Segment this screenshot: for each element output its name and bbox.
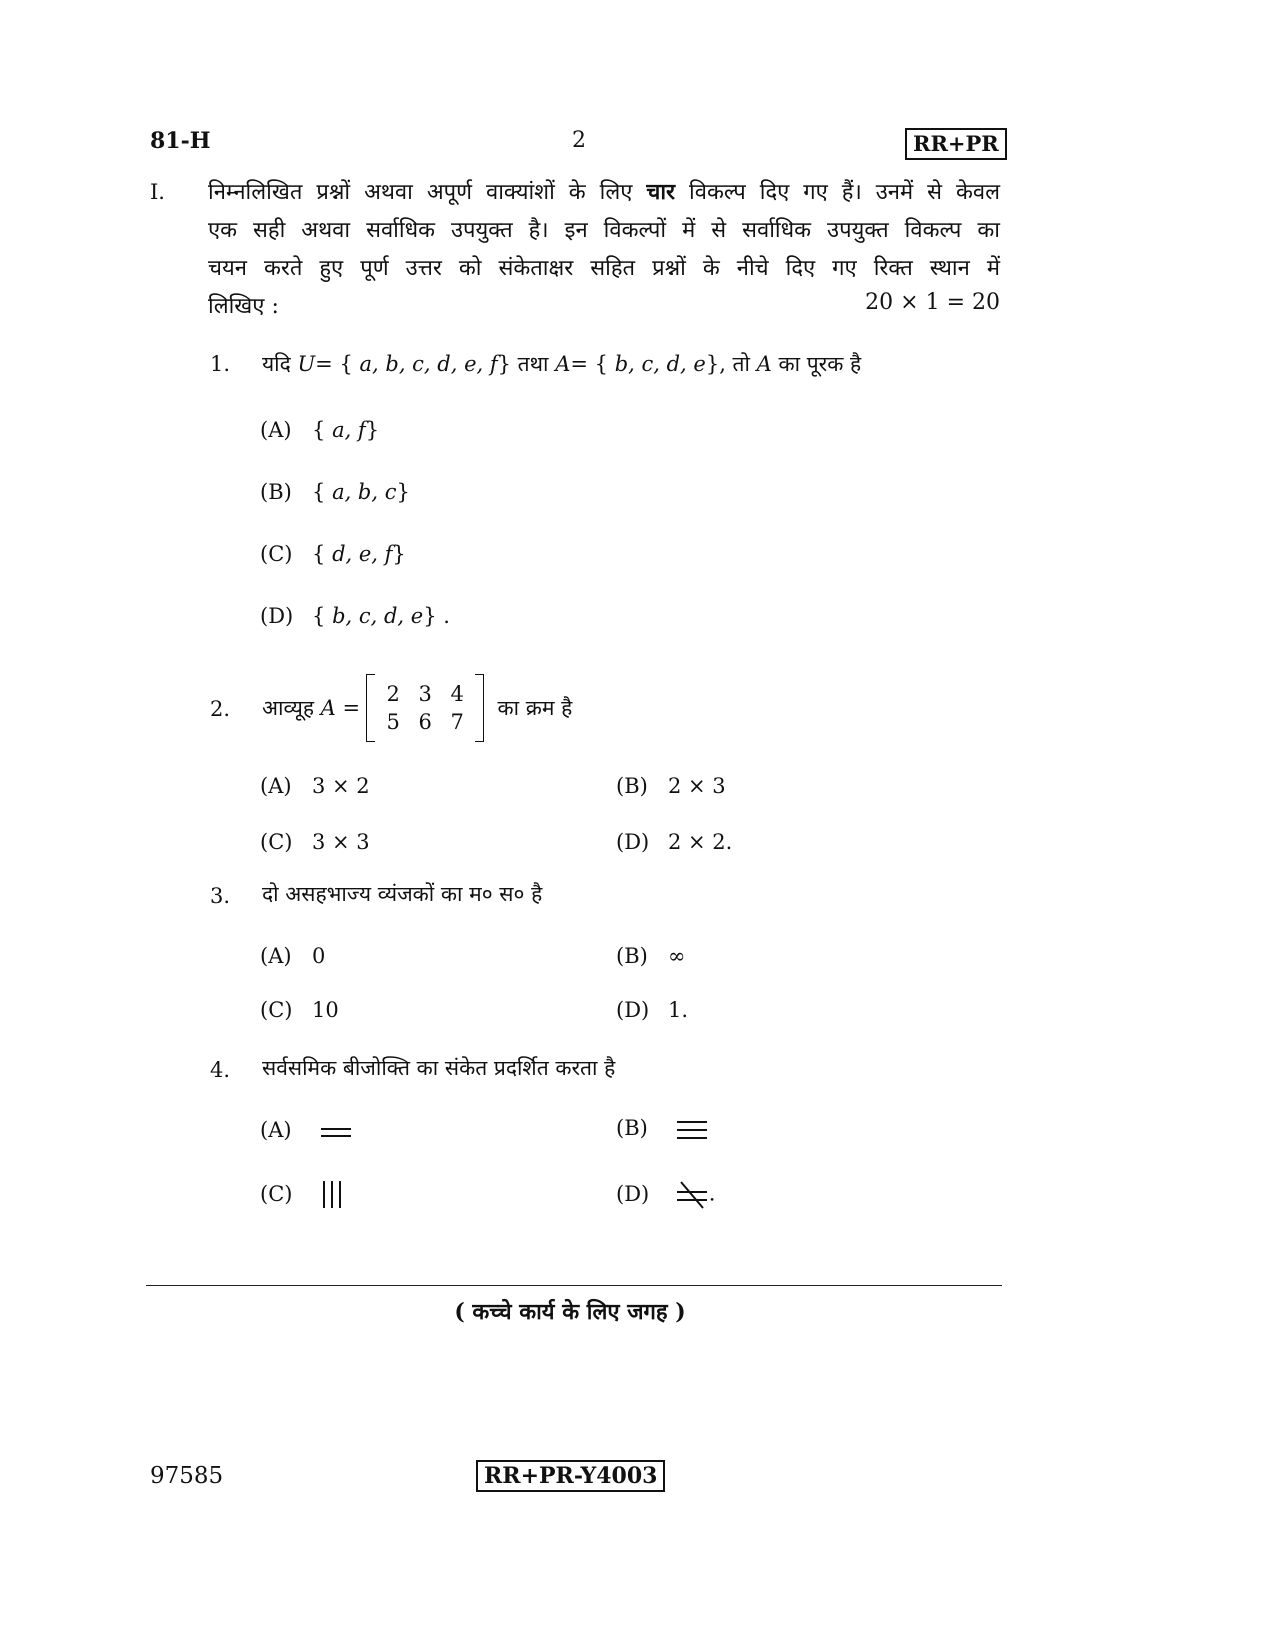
option-value: 10 — [312, 998, 339, 1022]
divider-line — [146, 1285, 1002, 1286]
question-number: 2. — [210, 697, 231, 721]
instruction-text: निम्नलिखित प्रश्नों अथवा अपूर्ण वाक्यांशों के लिए — [208, 180, 633, 205]
option-c — [260, 998, 339, 1022]
option-value: d, e, f — [332, 542, 393, 566]
marks-allocation: 20 × 1 = 20 — [865, 290, 1000, 315]
option-label: (C) — [260, 542, 293, 566]
option-label: (A) — [260, 418, 292, 442]
question-text: दो असहभाज्य व्यंजकों का म० स० है — [262, 882, 543, 906]
question-number: 3. — [210, 884, 231, 908]
matrix-cell: 5 — [386, 710, 400, 734]
matrix-cell: 4 — [450, 682, 464, 706]
set-code-box: RR+PR — [905, 128, 1007, 160]
brace: { — [312, 480, 326, 504]
option-a — [260, 1118, 353, 1143]
option-label: (B) — [260, 480, 292, 504]
option-label: (D) — [616, 998, 650, 1022]
period: . — [708, 1181, 716, 1206]
not-equal-icon — [675, 1180, 709, 1210]
option-c — [260, 1180, 345, 1210]
option-value: 1. — [668, 998, 689, 1022]
instruction-text: लिखिए : — [208, 294, 279, 319]
option-a — [260, 418, 379, 442]
option-value: ∞ — [668, 944, 686, 968]
matrix-cell: 6 — [418, 710, 432, 734]
double-line-icon — [319, 1121, 353, 1143]
option-label: (A) — [260, 944, 292, 968]
brace: } — [365, 418, 380, 442]
option-value: 3 × 3 — [312, 830, 370, 854]
q-set: b, c, d, e — [614, 352, 706, 376]
q-set: a, b, c, d, e, f — [359, 352, 498, 376]
option-label: (C) — [260, 830, 293, 854]
triple-bar-icon — [675, 1118, 709, 1142]
option-label: (B) — [616, 944, 648, 968]
paper-code: 81-H — [150, 128, 211, 154]
option-c — [260, 542, 406, 566]
question-text — [262, 350, 861, 378]
option-label: (D) — [616, 830, 650, 854]
q-var: A — [320, 696, 336, 720]
option-d — [616, 998, 688, 1022]
brace: } . — [423, 604, 450, 628]
matrix — [366, 674, 484, 742]
footer-number: 97585 — [150, 1463, 224, 1489]
option-d — [616, 830, 732, 854]
question-text: सर्वसमिक बीजोक्ति का संकेत प्रदर्शित करता है — [262, 1056, 616, 1080]
q-var: A — [756, 352, 772, 376]
option-label: (B) — [616, 1116, 648, 1140]
section-number: I. — [150, 180, 165, 204]
q-text-part: यदि — [262, 352, 291, 376]
instruction-line-1 — [208, 176, 1000, 206]
page-number: 2 — [572, 128, 586, 153]
option-a — [260, 774, 370, 798]
question-number: 1. — [210, 352, 231, 376]
brace: { — [312, 418, 326, 442]
option-value: 2 × 3 — [668, 774, 726, 798]
option-label: (A) — [260, 774, 292, 798]
option-b — [616, 774, 726, 798]
option-b — [260, 480, 410, 504]
rough-work-label: ( कच्चे कार्य के लिए जगह ) — [454, 1299, 686, 1325]
instruction-text: विकल्प दिए गए हैं। उनमें से केवल — [689, 180, 1001, 205]
q-text-part: का क्रम है — [497, 696, 573, 720]
left-bracket — [366, 674, 375, 742]
option-label: (D) — [260, 604, 294, 628]
instruction-line-3: चयन करते हुए पूर्ण उत्तर को संकेताक्षर सहित प्रश्नों के नीचे दिए गए रिक्त स्थान में — [208, 256, 1000, 281]
q-text-part: का पूरक है — [778, 352, 862, 376]
q-text-part: = { — [570, 352, 608, 376]
option-value: a, f — [332, 418, 366, 442]
matrix-grid — [375, 682, 475, 734]
q-var: A — [555, 352, 571, 376]
brace: } — [396, 480, 410, 504]
matrix-cell: 2 — [386, 682, 400, 706]
q-text-part: }, तो — [705, 352, 750, 376]
option-value: 2 × 2. — [668, 830, 733, 854]
instruction-line-2: एक सही अथवा सर्वाधिक उपयुक्त है। इन विकल्पों में से सर्वाधिक उपयुक्त विकल्प का — [208, 218, 1000, 243]
question-number: 4. — [210, 1058, 231, 1082]
brace: { — [312, 604, 326, 628]
q-text-part: आव्यूह — [262, 696, 314, 720]
option-b — [616, 944, 686, 968]
q-text-part: = { — [315, 352, 353, 376]
matrix-cell: 3 — [418, 682, 432, 706]
option-value: 0 — [312, 944, 326, 968]
equals-sign: = — [342, 696, 361, 720]
option-d — [616, 1180, 715, 1210]
option-c — [260, 830, 370, 854]
option-value: a, b, c — [332, 480, 397, 504]
matrix-cell: 7 — [450, 710, 464, 734]
instruction-emphasis: चार — [646, 179, 676, 205]
q-var: U — [297, 352, 316, 376]
instruction-line-4 — [208, 290, 1000, 320]
option-label: (C) — [260, 1181, 293, 1206]
option-value: 3 × 2 — [312, 774, 370, 798]
brace: { — [312, 542, 326, 566]
triple-vertical-icon — [319, 1180, 345, 1210]
option-a — [260, 944, 325, 968]
option-label: (A) — [260, 1118, 292, 1142]
option-d — [260, 604, 450, 628]
option-label: (B) — [616, 774, 648, 798]
option-value: b, c, d, e — [332, 604, 424, 628]
right-bracket — [475, 674, 484, 742]
brace: } — [392, 542, 406, 566]
question-text — [262, 672, 572, 744]
q-text-part: } तथा — [497, 352, 549, 376]
footer-code-box: RR+PR-Y4003 — [476, 1460, 665, 1492]
option-label: (C) — [260, 998, 293, 1022]
option-b — [616, 1116, 709, 1142]
option-label: (D) — [616, 1181, 650, 1206]
